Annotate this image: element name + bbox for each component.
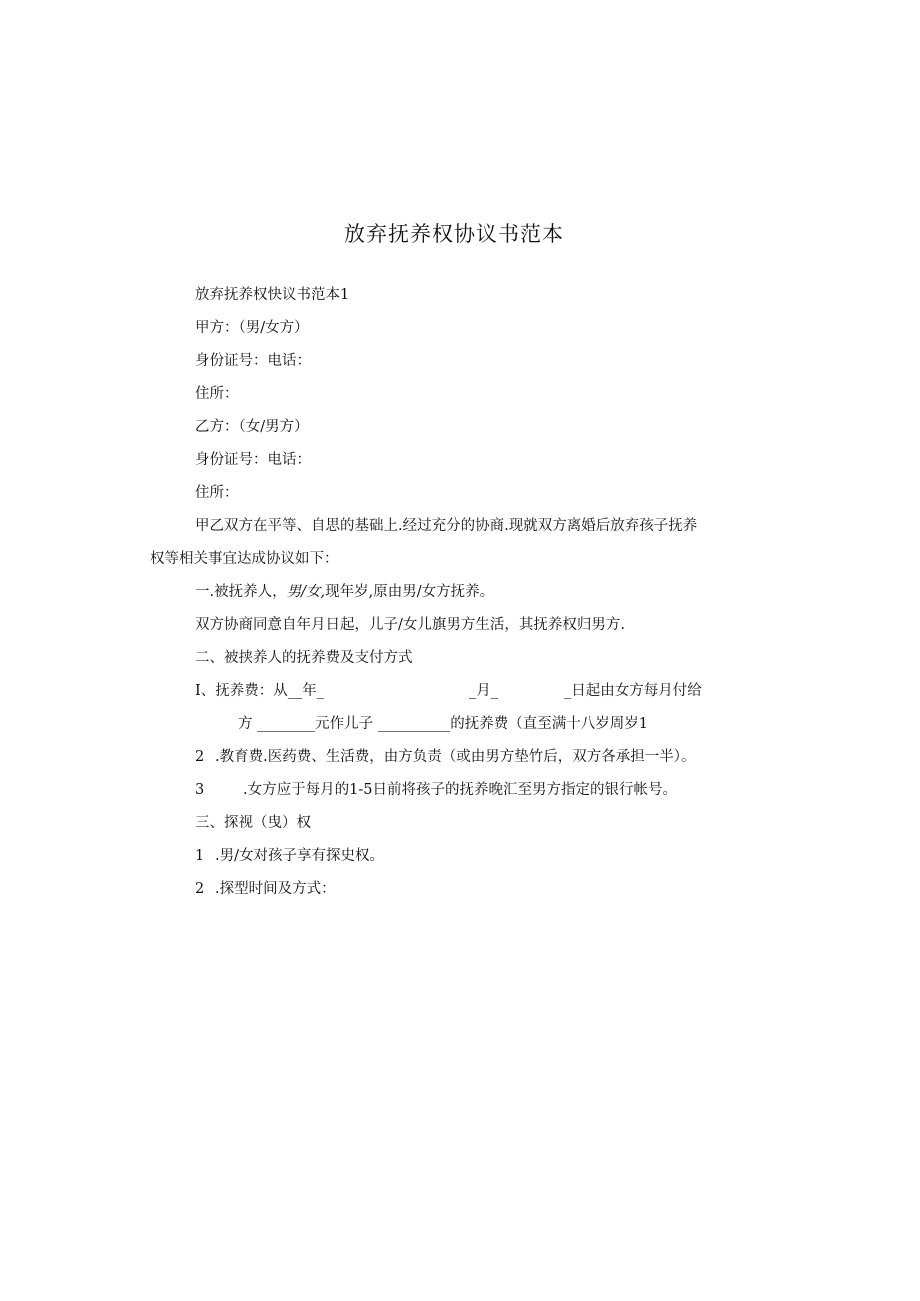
section-one-lead: 一.被抚养人， [195, 584, 287, 600]
section-one-rest: 现年岁,原由男/女方抚养。 [325, 584, 495, 600]
section-one-gender: 男/女, [286, 584, 326, 600]
custody-agreement-line: 双方协商同意自年月日起，儿子/女儿旗男方生活，其抚养权归男方. [195, 617, 625, 633]
party-a-id-line: 身份证号：电话： [195, 353, 311, 369]
visit-clause-2-number: 2 [195, 881, 205, 897]
clause-3-number: 3 [195, 782, 205, 798]
section-two-heading: 二、被挟养人的抚养费及支付方式 [195, 650, 413, 666]
party-b-address-line: 住所： [195, 485, 239, 501]
clause-3-text: .女方应于每月的1-5日前将孩子的抚养晚汇至男方指定的银行帐号。 [243, 782, 677, 798]
document-title: 放弃抚养权协议书范本 [344, 222, 564, 246]
support-fee-line-day: _日起由女方每月付给 [564, 683, 702, 699]
party-a-address-line: 住所： [195, 386, 239, 402]
clause-2-number: 2 [195, 749, 205, 765]
section-three-heading: 三、探视（曳）权 [195, 815, 311, 831]
visit-clause-2-text: .探型时间及方式： [215, 881, 336, 897]
preamble-line-2: 权等相关事宜达成协议如下： [150, 551, 339, 567]
section-one-line [195, 582, 494, 602]
support-fee-line-start: I、抚养费：从__年_ [195, 683, 324, 699]
clause-2-text: .教育费.医药费、生活费，由方负责（或由男方垫竹后，双方各承担一半）。 [215, 749, 696, 765]
preamble-line-1: 甲乙双方在平等、自思的基础上.经过充分的协商.现就双方离婚后放弃孩子抚养 [195, 518, 698, 534]
support-fee-amount-line: 方 ________元作儿子 __________的抚养费（直至满十八岁周岁1 [238, 716, 648, 732]
subtitle-line: 放弃抚养权快议书范本1 [195, 287, 350, 303]
party-b-id-line: 身份证号：电话： [195, 452, 311, 468]
party-b-line: 乙方：（女/男方） [195, 419, 309, 435]
visit-clause-1-text: .男/女对孩子享有探史权。 [215, 848, 384, 864]
party-a-line: 甲方：（男/女方） [195, 320, 309, 336]
support-fee-line-month: _月_ [469, 683, 498, 699]
visit-clause-1-number: 1 [195, 848, 205, 864]
